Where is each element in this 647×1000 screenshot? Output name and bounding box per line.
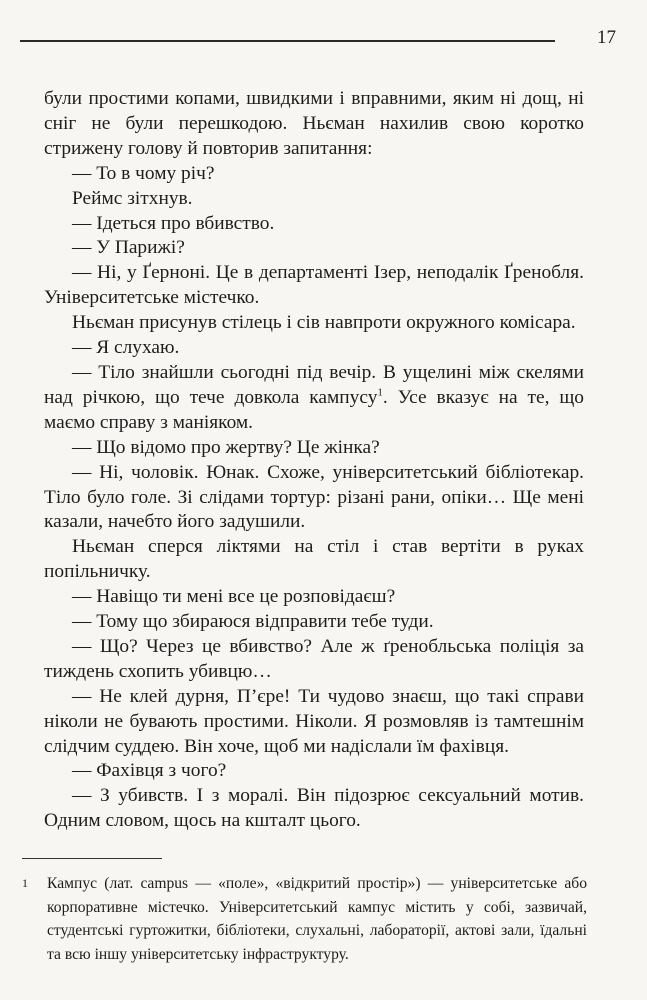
footnote-separator bbox=[22, 858, 162, 859]
paragraph: — У Парижі? bbox=[72, 237, 185, 259]
paragraph: — Я слухаю. bbox=[72, 337, 180, 359]
page-number: 17 bbox=[597, 27, 616, 48]
paragraph: — Що? Через це вбивство? Але ж ґренобльська поліція за тиждень схопить убивцю… bbox=[44, 635, 584, 682]
paragraph: були простими копами, швидкими і вправними, яким ні дощ, ні сніг не були перешкодою. Ньєман нахилив свою коротко стрижену голову й повторив запитання: bbox=[44, 88, 584, 159]
paragraph: — Фахівця з чого? bbox=[72, 760, 227, 782]
page-header bbox=[20, 26, 620, 50]
paragraph: Ньєман сперся ліктями на стіл і став вертіти в руках попільничку. bbox=[44, 536, 584, 583]
paragraph: — Не клей дурня, П’єре! Ти чудово знаєш, що такі справи ніколи не бувають простими. Ніколи. Я розмовляв із тамтешнім слідчим суддею. Він хоче, щоб ми надіслали їм фахівця. bbox=[44, 685, 584, 757]
paragraph: Реймс зітхнув. bbox=[72, 187, 193, 209]
paragraph: — Ні, у Ґерноні. Це в департаменті Ізер, неподалік Ґренобля. Університетське містечко. bbox=[44, 262, 584, 309]
paragraph: Ньєман присунув стілець і сів навпроти окружного комісара. bbox=[72, 312, 576, 334]
header-rule bbox=[20, 40, 555, 42]
paragraph: — То в чому річ? bbox=[72, 162, 215, 184]
paragraph: — Що відомо про жертву? Це жінка? bbox=[72, 436, 380, 458]
paragraph: — Тому що збираюся відправити тебе туди. bbox=[72, 611, 434, 633]
paragraph bbox=[44, 361, 584, 436]
paragraph: — Навіщо ти мені все це розповідаєш? bbox=[72, 586, 396, 608]
footnote-text: Кампус (лат. campus — «поле», «відкритий простір») — університетське або корпоративне містечко. Університетський кампус містить у собі, зазвичай, студентські гуртожитки, бібліотеки, слухальні, лабораторії, актові зали, їдальні та всю іншу університетську інфраструктуру. bbox=[47, 875, 587, 963]
paragraph: — Ідеться про вбивство. bbox=[72, 212, 275, 234]
footnote bbox=[22, 872, 587, 966]
footnote-reference[interactable]: 1 bbox=[377, 386, 383, 399]
body-text bbox=[44, 87, 584, 834]
paragraph-text: . Усе вказує на те, що маємо справу з маніяком. bbox=[44, 386, 584, 433]
paragraph: — З убивств. І з моралі. Він підозрює сексуальний мотив. Одним словом, щось на кшталт цього. bbox=[44, 785, 584, 832]
paragraph-text: — Тіло знайшли сьогодні під вечір. В ущелині між скелями над річкою, що тече довкола кампусу bbox=[44, 361, 584, 408]
paragraph: — Ні, чоловік. Юнак. Схоже, університетський бібліотекар. Тіло було голе. Зі слідами тортур: різані рани, опіки… Ще мені казали, начебто його задушили. bbox=[44, 461, 584, 533]
footnote-marker: 1 bbox=[22, 876, 28, 890]
